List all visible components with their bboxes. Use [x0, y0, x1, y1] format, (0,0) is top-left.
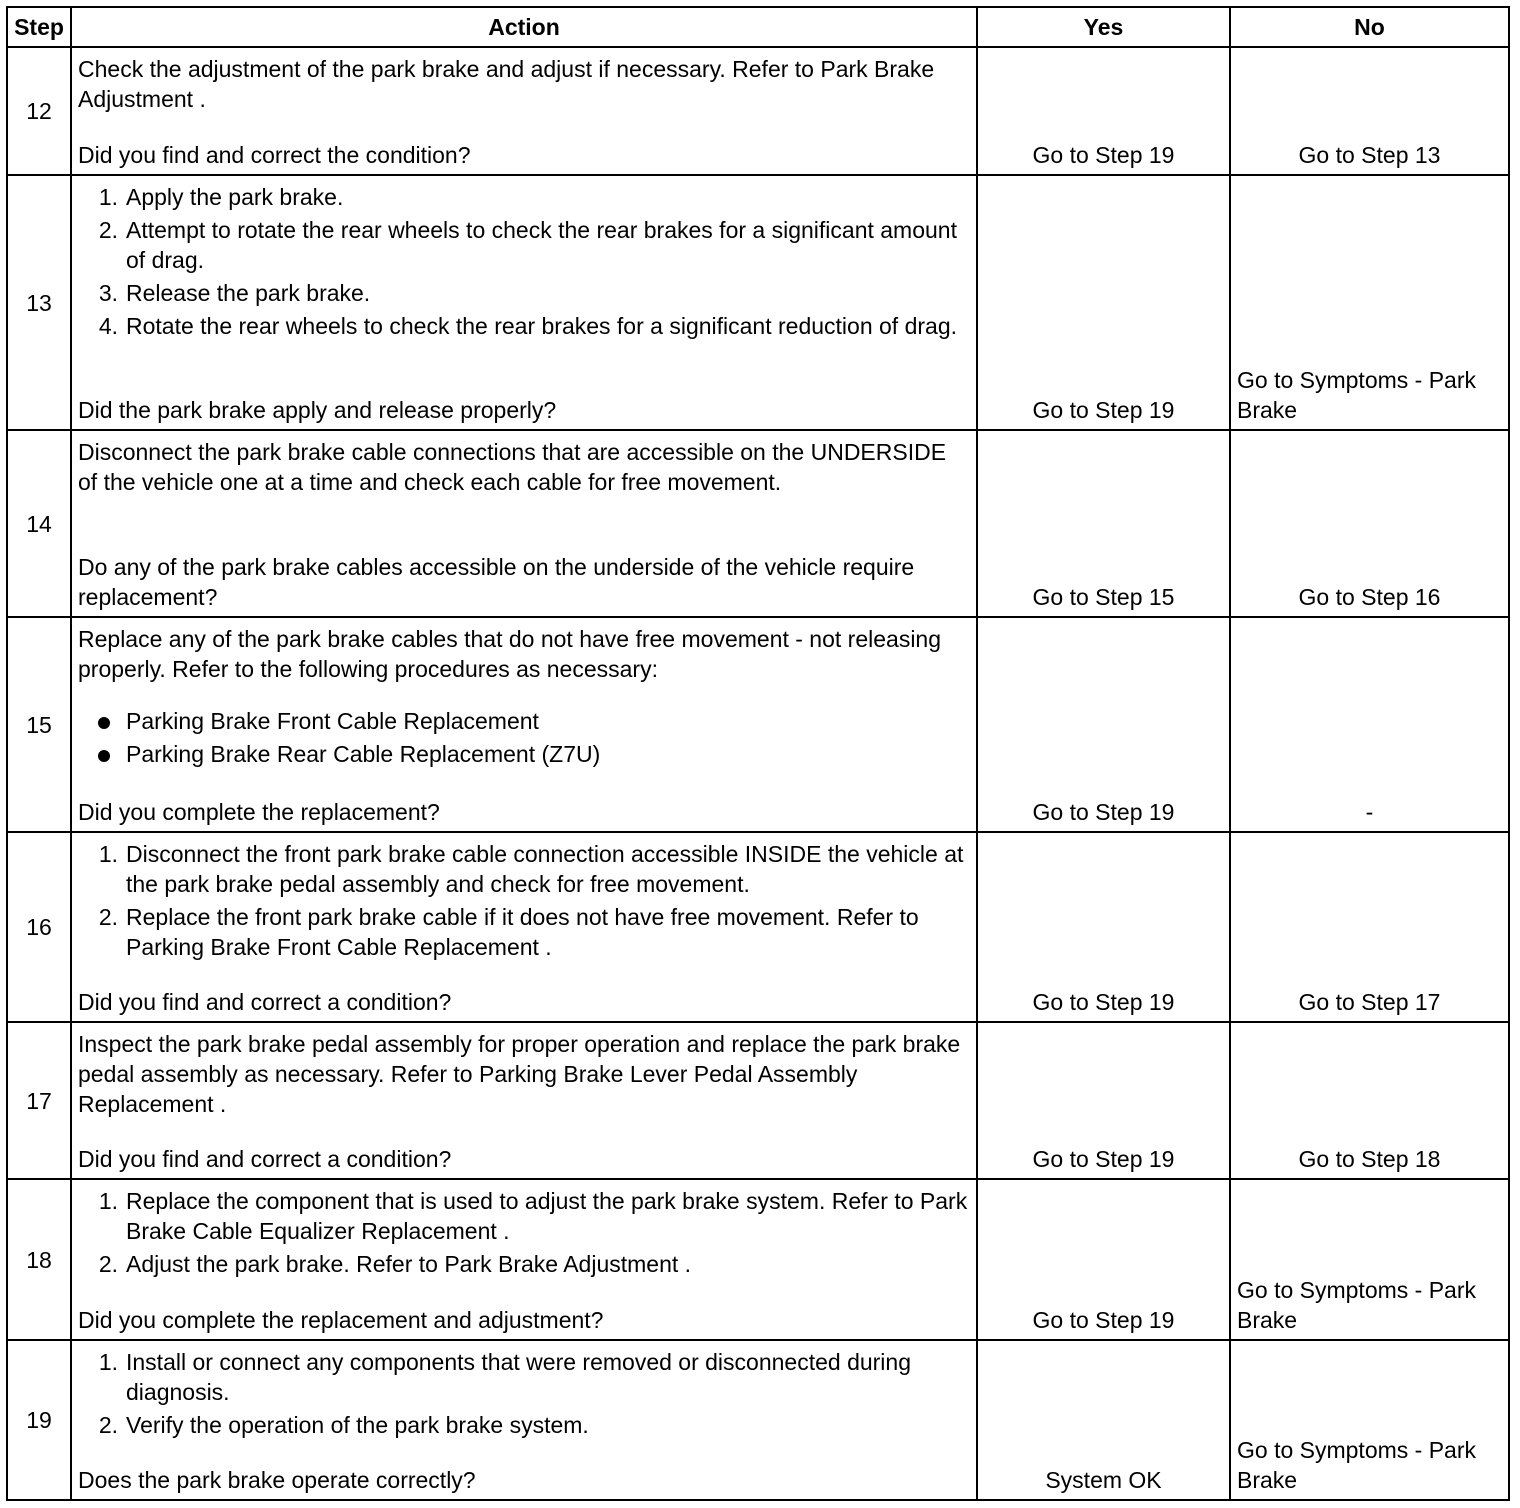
step-number: 12 [7, 47, 71, 175]
action-content [78, 54, 970, 170]
numbered-step-text: Replace the front park brake cable if it does not have free movement. Refer to Parking Brake Front Cable Replacement . [126, 904, 919, 960]
step-number: 17 [7, 1022, 71, 1179]
action-text: Replace any of the park brake cables that do not have free movement - not releasing properly. Refer to the following procedures as necessary: [78, 626, 942, 682]
question-text: Did you complete the replacement and adjustment? [78, 1307, 604, 1333]
numbered-step-item [78, 182, 970, 212]
action-body [78, 54, 970, 114]
action-content [78, 437, 970, 612]
table-row [7, 175, 1509, 430]
procedure-list [78, 706, 970, 769]
action-cell [71, 1179, 977, 1340]
flex-spacer [78, 965, 970, 987]
table-row [7, 1340, 1509, 1500]
action-content [78, 182, 970, 425]
action-text: Disconnect the park brake cable connections that are accessible on the UNDERSIDE of the vehicle one at a time and check each cable for free movement. [78, 439, 947, 495]
numbered-steps [78, 1186, 970, 1279]
numbered-step-item [78, 1410, 970, 1440]
action-content [78, 839, 970, 1017]
question-text: Did you find and correct a condition? [78, 1146, 452, 1172]
yes-result: Go to Step 19 [977, 175, 1230, 430]
numbered-step-text: Release the park brake. [126, 280, 371, 306]
question-text: Did the park brake apply and release properly? [78, 397, 557, 423]
header-no: No [1230, 7, 1509, 47]
item-number: 1. [98, 841, 118, 867]
action-cell [71, 175, 977, 430]
numbered-step-text: Install or connect any components that were removed or disconnected during diagnosis. [126, 1349, 911, 1405]
flex-spacer [78, 344, 970, 395]
flex-spacer [78, 772, 970, 797]
numbered-step-text: Replace the component that is used to adjust the park brake system. Refer to Park Brake Cable Equalizer Replacement . [126, 1188, 968, 1244]
numbered-steps [78, 839, 970, 962]
action-body [78, 1029, 970, 1119]
numbered-steps [78, 182, 970, 341]
action-body [78, 839, 970, 965]
item-number: 2. [98, 1412, 118, 1438]
header-yes: Yes [977, 7, 1230, 47]
numbered-step-item [78, 278, 970, 308]
header-row [7, 7, 1509, 47]
table-row [7, 1022, 1509, 1179]
question-text: Did you find and correct a condition? [78, 989, 452, 1015]
yes-result: System OK [977, 1340, 1230, 1500]
diagnostic-table [6, 6, 1510, 1501]
flex-spacer [78, 1282, 970, 1305]
action-cell [71, 1022, 977, 1179]
action-body [78, 1186, 970, 1282]
item-number: 2. [98, 217, 118, 243]
procedure-item [78, 706, 970, 736]
action-text: Check the adjustment of the park brake and adjust if necessary. Refer to Park Brake Adjustment . [78, 56, 935, 112]
yes-result: Go to Step 19 [977, 1179, 1230, 1340]
numbered-step-item [78, 1347, 970, 1407]
action-content [78, 1186, 970, 1335]
procedure-item [78, 739, 970, 769]
action-content [78, 624, 970, 827]
item-number: 2. [98, 904, 118, 930]
action-content [78, 1029, 970, 1174]
action-cell [71, 430, 977, 617]
numbered-step-text: Attempt to rotate the rear wheels to check the rear brakes for a significant amount of drag. [126, 217, 957, 273]
numbered-step-text: Disconnect the front park brake cable connection accessible INSIDE the vehicle at the park brake pedal assembly and check for free movement. [126, 841, 964, 897]
no-result: Go to Symptoms - Park Brake [1230, 1179, 1509, 1340]
bullet-icon [78, 739, 126, 769]
no-result: Go to Step 16 [1230, 430, 1509, 617]
header-action: Action [71, 7, 977, 47]
numbered-step-item [78, 311, 970, 341]
no-result: Go to Step 18 [1230, 1022, 1509, 1179]
spacer [78, 684, 970, 706]
item-number: 1. [98, 184, 118, 210]
action-cell [71, 832, 977, 1022]
item-number: 3. [98, 280, 118, 306]
numbered-step-item [78, 1249, 970, 1279]
numbered-step-text: Verify the operation of the park brake system. [126, 1412, 589, 1438]
no-result: Go to Symptoms - Park Brake [1230, 1340, 1509, 1500]
no-result: Go to Step 13 [1230, 47, 1509, 175]
item-number: 2. [98, 1251, 118, 1277]
item-number: 4. [98, 313, 118, 339]
procedure-item-text: Parking Brake Rear Cable Replacement (Z7U) [126, 741, 601, 767]
table-row [7, 832, 1509, 1022]
numbered-steps [78, 1347, 970, 1440]
yes-result: Go to Step 19 [977, 1022, 1230, 1179]
table-body [7, 47, 1509, 1500]
flex-spacer [78, 1119, 970, 1144]
action-body [78, 182, 970, 344]
action-cell [71, 1340, 977, 1500]
flex-spacer [78, 497, 970, 552]
item-number: 1. [98, 1188, 118, 1214]
step-number: 19 [7, 1340, 71, 1500]
question-text: Do any of the park brake cables accessible on the underside of the vehicle require replacement? [78, 554, 915, 610]
numbered-step-text: Rotate the rear wheels to check the rear brakes for a significant reduction of drag. [126, 313, 957, 339]
table-row [7, 617, 1509, 832]
step-number: 18 [7, 1179, 71, 1340]
numbered-step-item [78, 1186, 970, 1246]
item-number: 1. [98, 1349, 118, 1375]
table-row [7, 430, 1509, 617]
flex-spacer [78, 1443, 970, 1465]
step-number: 16 [7, 832, 71, 1022]
question-text: Did you find and correct the condition? [78, 142, 471, 168]
no-result: Go to Step 17 [1230, 832, 1509, 1022]
question-text: Does the park brake operate correctly? [78, 1467, 476, 1493]
action-body [78, 624, 970, 772]
numbered-step-item [78, 902, 970, 962]
numbered-step-text: Apply the park brake. [126, 184, 344, 210]
yes-result: Go to Step 19 [977, 47, 1230, 175]
flex-spacer [78, 114, 970, 140]
no-result: Go to Symptoms - Park Brake [1230, 175, 1509, 430]
diagnostic-table-page [6, 6, 1508, 1501]
action-cell [71, 47, 977, 175]
action-body [78, 1347, 970, 1443]
numbered-step-item [78, 839, 970, 899]
header-step: Step [7, 7, 71, 47]
procedure-item-text: Parking Brake Front Cable Replacement [126, 708, 539, 734]
yes-result: Go to Step 19 [977, 832, 1230, 1022]
bullet-icon [78, 706, 126, 736]
yes-result: Go to Step 15 [977, 430, 1230, 617]
step-number: 13 [7, 175, 71, 430]
table-row [7, 47, 1509, 175]
action-cell [71, 617, 977, 832]
action-body [78, 437, 970, 497]
numbered-step-item [78, 215, 970, 275]
yes-result: Go to Step 19 [977, 617, 1230, 832]
step-number: 14 [7, 430, 71, 617]
action-text: Inspect the park brake pedal assembly for proper operation and replace the park brake pedal assembly as necessary. Refer to Parking Brake Lever Pedal Assembly Replacement . [78, 1031, 961, 1117]
action-content [78, 1347, 970, 1495]
table-row [7, 1179, 1509, 1340]
no-result: - [1230, 617, 1509, 832]
step-number: 15 [7, 617, 71, 832]
question-text: Did you complete the replacement? [78, 799, 440, 825]
bullet-dot [98, 750, 110, 762]
bullet-dot [98, 717, 110, 729]
numbered-step-text: Adjust the park brake. Refer to Park Brake Adjustment . [126, 1251, 692, 1277]
